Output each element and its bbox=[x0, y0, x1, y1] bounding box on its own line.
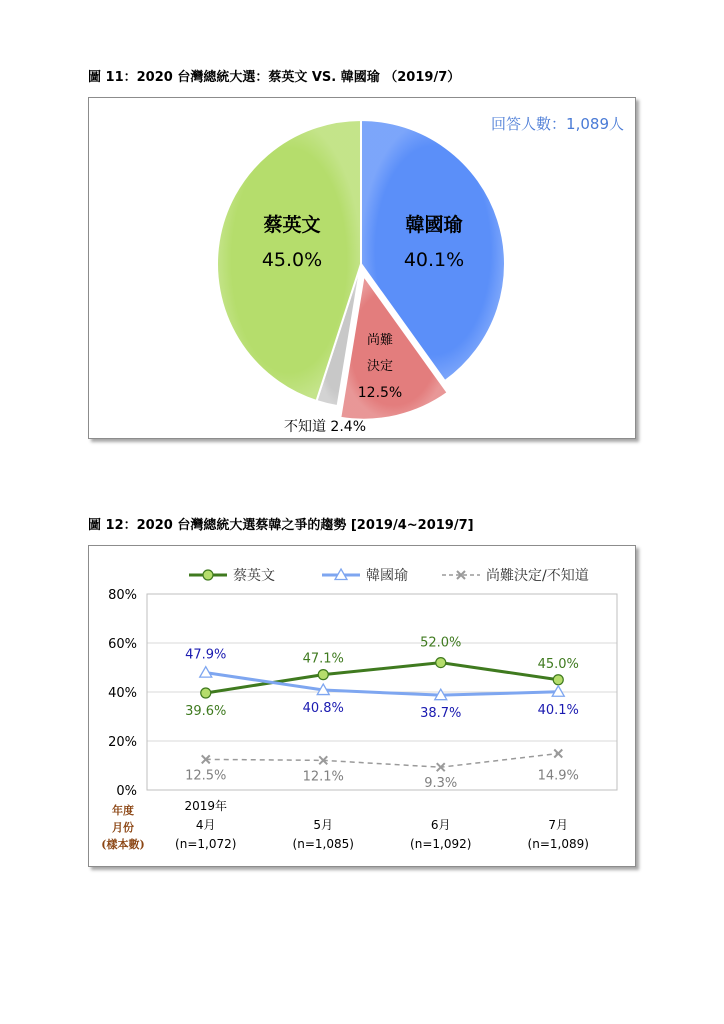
point-gray bbox=[554, 749, 562, 757]
data-label-tsai: 45.0% bbox=[537, 656, 579, 672]
x-category-n: (n=1,092) bbox=[410, 837, 472, 851]
pie-label-han-value: 40.1% bbox=[403, 249, 465, 271]
point-tsai bbox=[436, 658, 446, 668]
point-tsai bbox=[318, 670, 328, 680]
data-label-gray: 9.3% bbox=[424, 776, 458, 792]
figure-12-title: 圖 12：2020 台灣總統大選蔡韓之爭的趨勢 [2019/4~2019/7] bbox=[88, 518, 474, 533]
pie-chart-panel bbox=[88, 97, 636, 439]
row-label-sample: (樣本數) bbox=[101, 838, 145, 851]
data-label-han: 38.7% bbox=[420, 706, 462, 722]
pie-label-undecided-line1: 尚難 bbox=[366, 333, 394, 348]
data-label-tsai: 39.6% bbox=[185, 703, 227, 719]
pie-label-tsai-name: 蔡英文 bbox=[263, 214, 321, 236]
point-tsai bbox=[201, 688, 211, 698]
x-category-n: (n=1,089) bbox=[527, 837, 589, 851]
pie-label-undecided-line2: 決定 bbox=[366, 359, 394, 374]
data-label-tsai: 52.0% bbox=[420, 635, 462, 651]
x-category-month: 5月 bbox=[313, 818, 334, 832]
respondents-count: 回答人數：1,089人 bbox=[491, 115, 624, 133]
figure-11-title: 圖 11：2020 台灣總統大選：蔡英文 VS. 韓國瑜 （2019/7） bbox=[88, 70, 461, 85]
series-line-tsai bbox=[206, 663, 559, 693]
data-label-tsai: 47.1% bbox=[302, 651, 344, 667]
point-tsai bbox=[553, 675, 563, 685]
data-label-gray: 12.1% bbox=[302, 769, 344, 785]
series-line-gray bbox=[206, 753, 559, 767]
legend-marker-tsai bbox=[203, 570, 213, 580]
pie-label-unknown: 不知道 2.4% bbox=[283, 419, 367, 435]
x-category-n: (n=1,085) bbox=[292, 837, 354, 851]
x-category-month: 4月 bbox=[195, 818, 216, 832]
y-tick-label: 60% bbox=[108, 637, 137, 652]
data-label-gray: 12.5% bbox=[185, 768, 227, 784]
data-label-han: 40.8% bbox=[302, 701, 344, 717]
legend-label-han: 韓國瑜 bbox=[366, 568, 408, 584]
line-chart-panel bbox=[88, 545, 636, 867]
pie-label-undecided-value: 12.5% bbox=[357, 385, 403, 401]
x-category-year: 2019年 bbox=[184, 799, 228, 813]
x-category-month: 7月 bbox=[548, 818, 569, 832]
legend-label-tsai: 蔡英文 bbox=[233, 568, 275, 584]
x-category-month: 6月 bbox=[430, 818, 451, 832]
y-tick-label: 40% bbox=[108, 686, 137, 701]
y-tick-label: 0% bbox=[116, 784, 137, 799]
row-label-month: 月份 bbox=[112, 821, 134, 834]
data-label-han: 40.1% bbox=[537, 702, 579, 718]
line-chart bbox=[89, 546, 635, 866]
y-tick-label: 80% bbox=[108, 588, 137, 603]
pie-label-han-name: 韓國瑜 bbox=[405, 214, 463, 236]
x-category-n: (n=1,072) bbox=[175, 837, 237, 851]
legend-label-gray: 尚難決定/不知道 bbox=[486, 568, 589, 584]
row-label-year: 年度 bbox=[112, 804, 134, 817]
pie-label-tsai-value: 45.0% bbox=[261, 249, 323, 271]
data-label-han: 47.9% bbox=[185, 647, 227, 663]
pie-chart bbox=[89, 98, 635, 438]
data-label-gray: 14.9% bbox=[537, 768, 579, 784]
y-tick-label: 20% bbox=[108, 735, 137, 750]
